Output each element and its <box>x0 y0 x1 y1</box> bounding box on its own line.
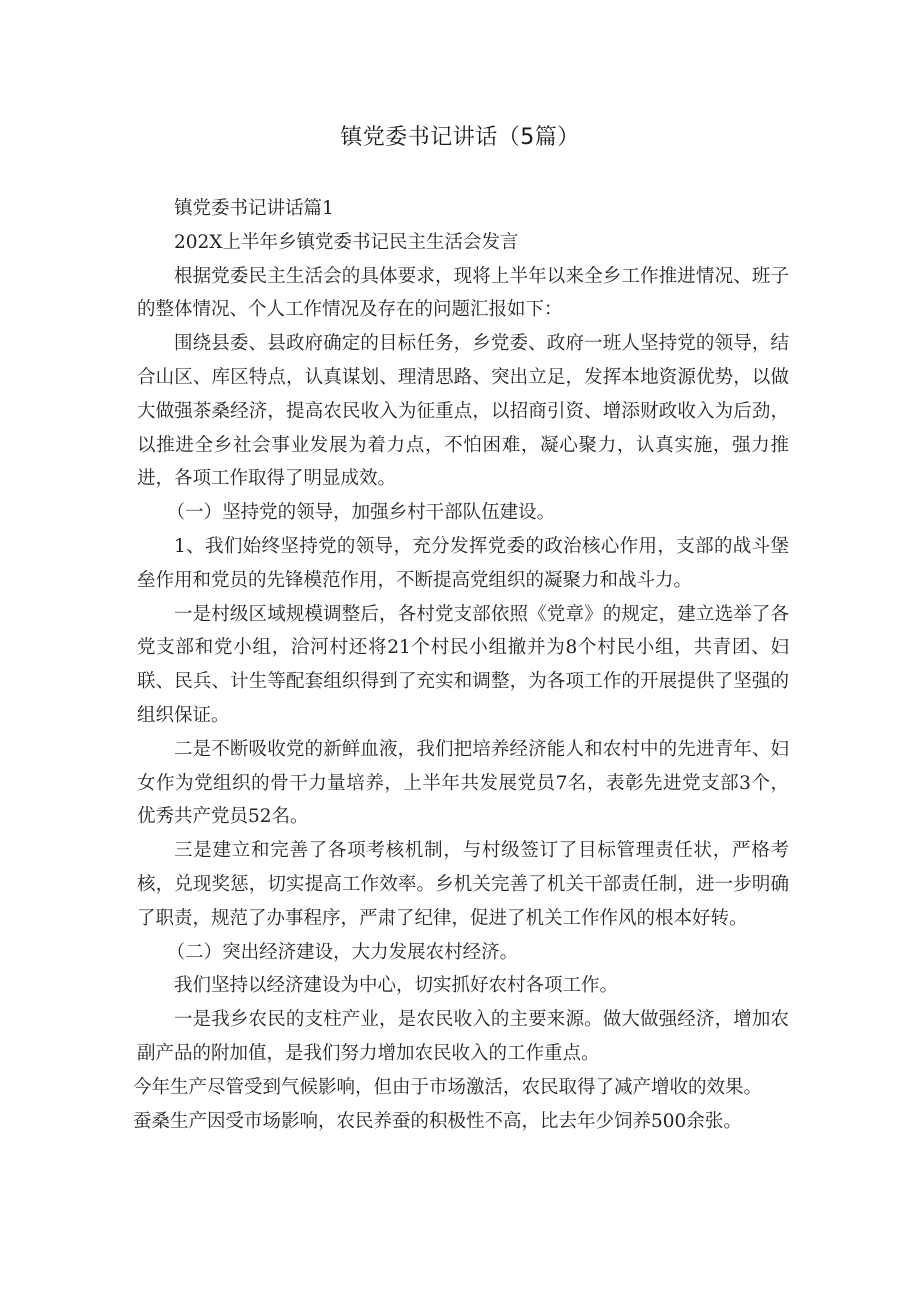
paragraph-intro: 根据党委民主生活会的具体要求，现将上半年以来全乡工作推进情况、班子的整体情况、个人工作情况及存在的问题汇报如下： <box>137 265 789 321</box>
paragraph-subheading-1: （一）坚持党的领导，加强乡村干部队伍建设。 <box>166 502 556 524</box>
paragraph-point-two: 二是不断吸收党的新鲜血液，我们把培养经济能人和农村中的先进青年、妇女作为党组织的骨干力量培养，上半年共发展党员7名，表彰先进党支部3个，优秀共产党员52名。 <box>137 738 789 828</box>
paragraph-speech-title: 202X上半年乡镇党委书记民主生活会发言 <box>174 231 519 253</box>
paragraph-subheading-2: （二）突出经济建设，大力发展农村经济。 <box>166 941 519 963</box>
paragraph-sericulture: 蚕桑生产因受市场影响，农民养蚕的积极性不高，比去年少饲养500余张。 <box>133 1110 742 1132</box>
paragraph-party-leadership: 1、我们始终坚持党的领导，充分发挥党委的政治核心作用，支部的战斗堡垒作用和党员的先锋模范作用，不断提高党组织的凝聚力和战斗力。 <box>137 535 789 591</box>
document-title: 镇党委书记讲话（5篇） <box>340 125 580 150</box>
document-body <box>133 192 789 1138</box>
paragraph-point-three: 三是建立和完善了各项考核机制，与村级签订了目标管理责任状，严格考核，兑现奖惩，切实提高工作效率。乡机关完善了机关干部责任制，进一步明确了职责，规范了办事程序，严肃了纪律，促进了机关工作作风的根本好转。 <box>137 840 789 929</box>
paragraph-production: 今年生产尽管受到气候影响，但由于市场激活，农民取得了减产增收的效果。 <box>133 1076 763 1098</box>
paragraph-section-heading: 镇党委书记讲话篇1 <box>174 198 334 219</box>
paragraph-point-one: 一是村级区域规模调整后，各村党支部依照《党章》的规定，建立选举了各党支部和党小组，洽河村还将21个村民小组撤并为8个村民小组，共青团、妇联、民兵、计生等配套组织得到了充实和调整，为各项工作的开展提供了坚强的组织保证。 <box>137 603 789 726</box>
paragraph-overview: 围绕县委、县政府确定的目标任务，乡党委、政府一班人坚持党的领导，结合山区、库区特点，认真谋划、理清思路、突出立足，发挥本地资源优势，以做大做强茶桑经济，提高农民收入为征重点，以招商引资、增添财政收入为后劲，以推进全乡社会事业发展为着力点，不怕困难，凝心聚力，认真实施，强力推进，各项工作取得了明显成效。 <box>137 333 789 490</box>
paragraph-economy-center: 我们坚持以经济建设为中心，切实抓好农村各项工作。 <box>174 975 619 997</box>
paragraph-pillar-industry: 一是我乡农民的支柱产业，是农民收入的主要来源。做大做强经济，增加农副产品的附加值，是我们努力增加农民收入的工作重点。 <box>137 1009 789 1064</box>
